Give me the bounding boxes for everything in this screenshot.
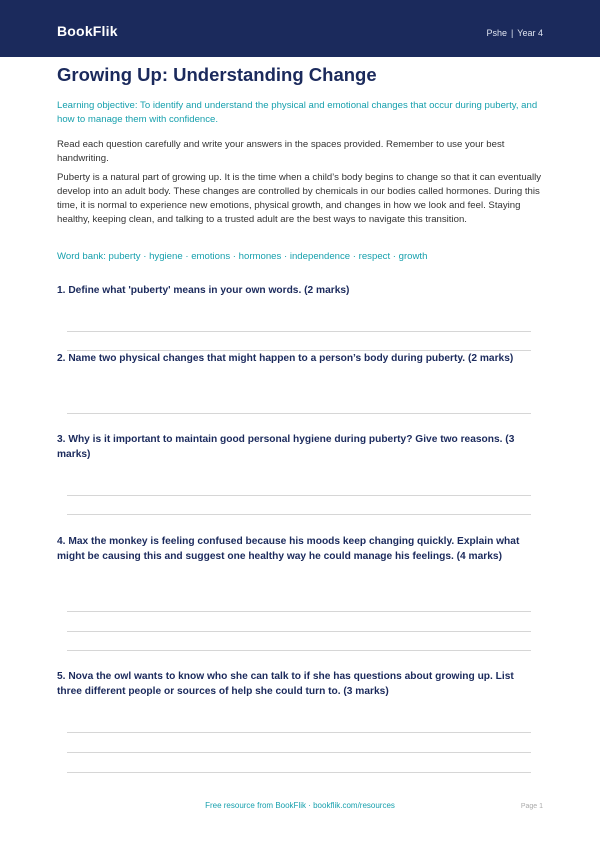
answer-line[interactable] xyxy=(67,631,531,632)
learning-objective: Learning objective: To identify and understand the physical and emotional changes that occur during puberty, and how to manage them with confidence. xyxy=(57,100,538,125)
question-5: 5. Nova the owl wants to know who she can talk to if she has questions about growing up. List three different people or sources of help she could turn to. (3 marks) xyxy=(57,669,537,699)
answer-line[interactable] xyxy=(67,611,531,612)
year-label: Year 4 xyxy=(517,28,543,38)
question-1: 1. Define what 'puberty' means in your own words. (2 marks) xyxy=(57,285,350,296)
answer-line[interactable] xyxy=(67,413,531,414)
answer-line[interactable] xyxy=(67,331,531,332)
header-bar xyxy=(0,0,600,57)
subject-year xyxy=(486,28,543,38)
meta-separator: | xyxy=(510,28,514,38)
question-3: 3. Why is it important to maintain good personal hygiene during puberty? Give two reasons. (3 marks) xyxy=(57,432,537,462)
question-2: 2. Name two physical changes that might happen to a person’s body during puberty. (2 marks) xyxy=(57,351,537,366)
answer-line[interactable] xyxy=(67,495,531,496)
page-number: Page 1 xyxy=(520,803,543,810)
page-title: Growing Up: Understanding Change xyxy=(57,64,377,85)
answer-line[interactable] xyxy=(67,650,531,651)
footer-resource-link[interactable]: Free resource from BookFlik · bookflik.com/resources xyxy=(205,801,395,810)
answer-line[interactable] xyxy=(67,772,531,773)
brand-logo: BookFlik xyxy=(57,23,118,39)
instructions: Read each question carefully and write your answers in the spaces provided. Remember to use your best handwriting. xyxy=(57,139,505,164)
question-4: 4. Max the monkey is feeling confused because his moods keep changing quickly. Explain what might be causing this and suggest one healthy way he could manage his feelings. (4 marks) xyxy=(57,536,520,562)
intro-paragraph: Puberty is a natural part of growing up. It is the time when a child’s body begins to change so that it can eventually develop into an adult body. These changes are controlled by chemicals in our bodies called hormones. During this time, it is normal to experience new emotions, physical growth, and changes in how we look and feel. Staying healthy, keeping clean, and talking to a trusted adult are the best ways to navigate this transition. xyxy=(57,172,542,225)
word-bank: Word bank: puberty · hygiene · emotions · hormones · independence · respect · growth xyxy=(57,251,428,262)
subject-label: Pshe xyxy=(486,28,507,38)
answer-line[interactable] xyxy=(67,752,531,753)
answer-line[interactable] xyxy=(67,732,531,733)
answer-line[interactable] xyxy=(67,514,531,515)
